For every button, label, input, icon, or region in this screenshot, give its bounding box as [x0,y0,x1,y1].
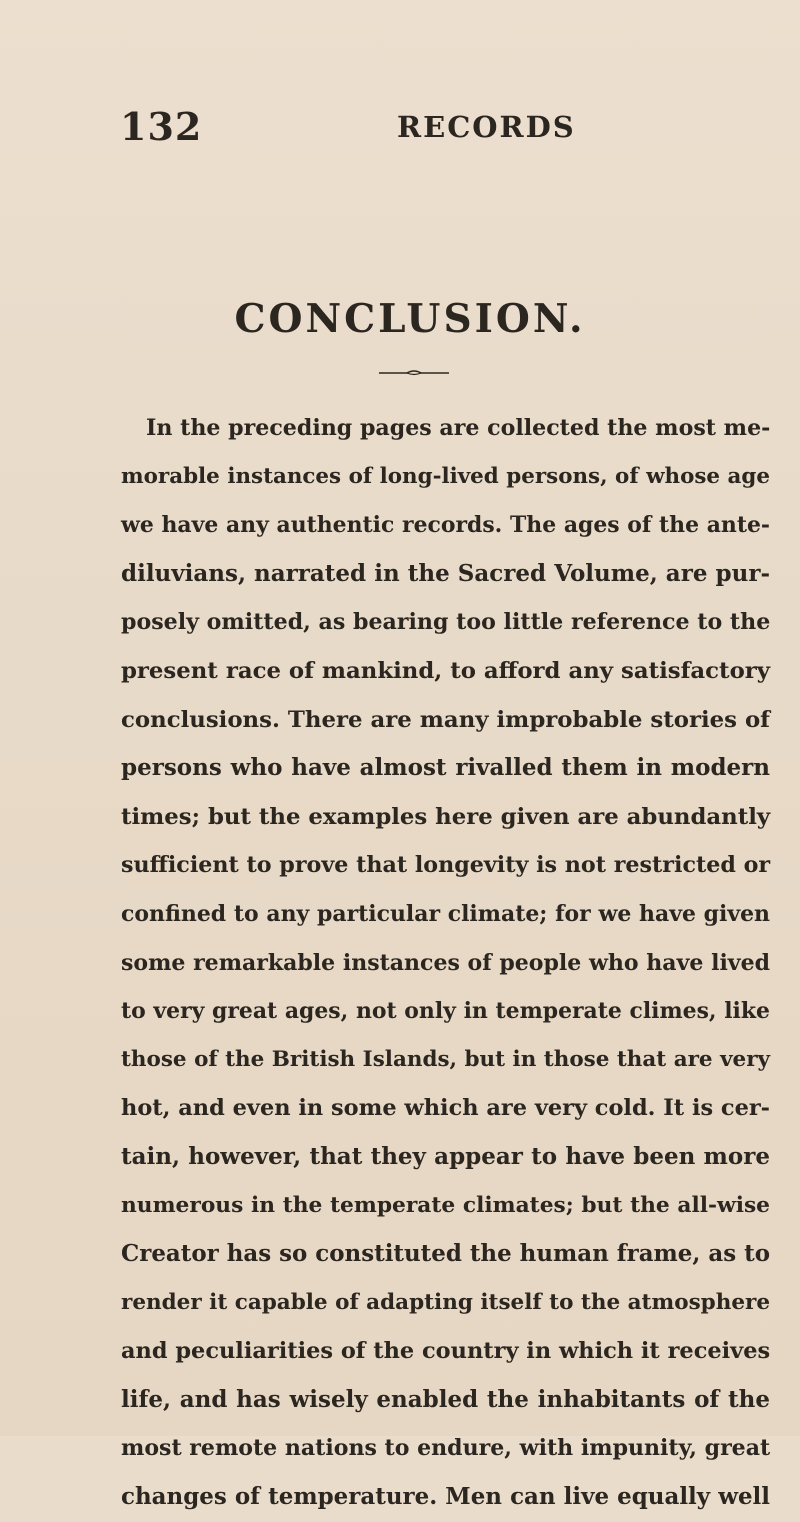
text-line: some remarkable instances of people who have lived [121,949,770,976]
text-line: numerous in the temperate climates; but the all-wise [121,1192,770,1218]
text-line: sufficient to prove that longevity is not restricted or [121,852,771,879]
text-line: and peculiarities of the country in which it receives [121,1338,771,1365]
text-line: conclusions. There are many improbable stories of [121,706,770,733]
page-number: 132 [120,104,203,149]
text-line: times; but the examples here given are abundantly [121,803,771,830]
text-line: present race of mankind, to afford any satisfactory [121,657,770,684]
text-line: to very great ages, not only in temperate climes, like [121,998,770,1025]
text-line: hot, and even in some which are very cold. It is cer- [121,1095,770,1122]
text-line: Creator has so constituted the human frame, as to [121,1240,770,1268]
text-line: render it capable of adapting itself to the atmosphere [121,1289,771,1315]
text-line: In the preceding pages are collected the most me- [146,415,771,441]
text-line: changes of temperature. Men can live equally well [121,1483,770,1511]
text-line: most remote nations to endure, with impunity, great [121,1435,771,1462]
text-line: posely omitted, as bearing too little reference to the [121,609,771,636]
text-line: persons who have almost rivalled them in modern [121,754,770,782]
text-line: confined to any particular climate; for we have given [121,900,770,927]
chapter-title: CONCLUSION. [234,296,586,342]
text-line: those of the British Islands, but in those that are very [121,1046,770,1072]
text-line: morable instances of long-lived persons, of whose age [121,463,770,489]
running-head [120,104,700,154]
running-title: RECORDS [397,110,576,144]
ornament-rule [377,367,451,377]
text-line: life, and has wisely enabled the inhabitants of the [121,1385,770,1413]
text-line: tain, however, that they appear to have been more [121,1142,770,1170]
body-text [121,404,771,1522]
text-line: diluvians, narrated in the Sacred Volume, are pur- [121,559,770,587]
text-line: we have any authentic records. The ages of the ante- [121,512,770,539]
